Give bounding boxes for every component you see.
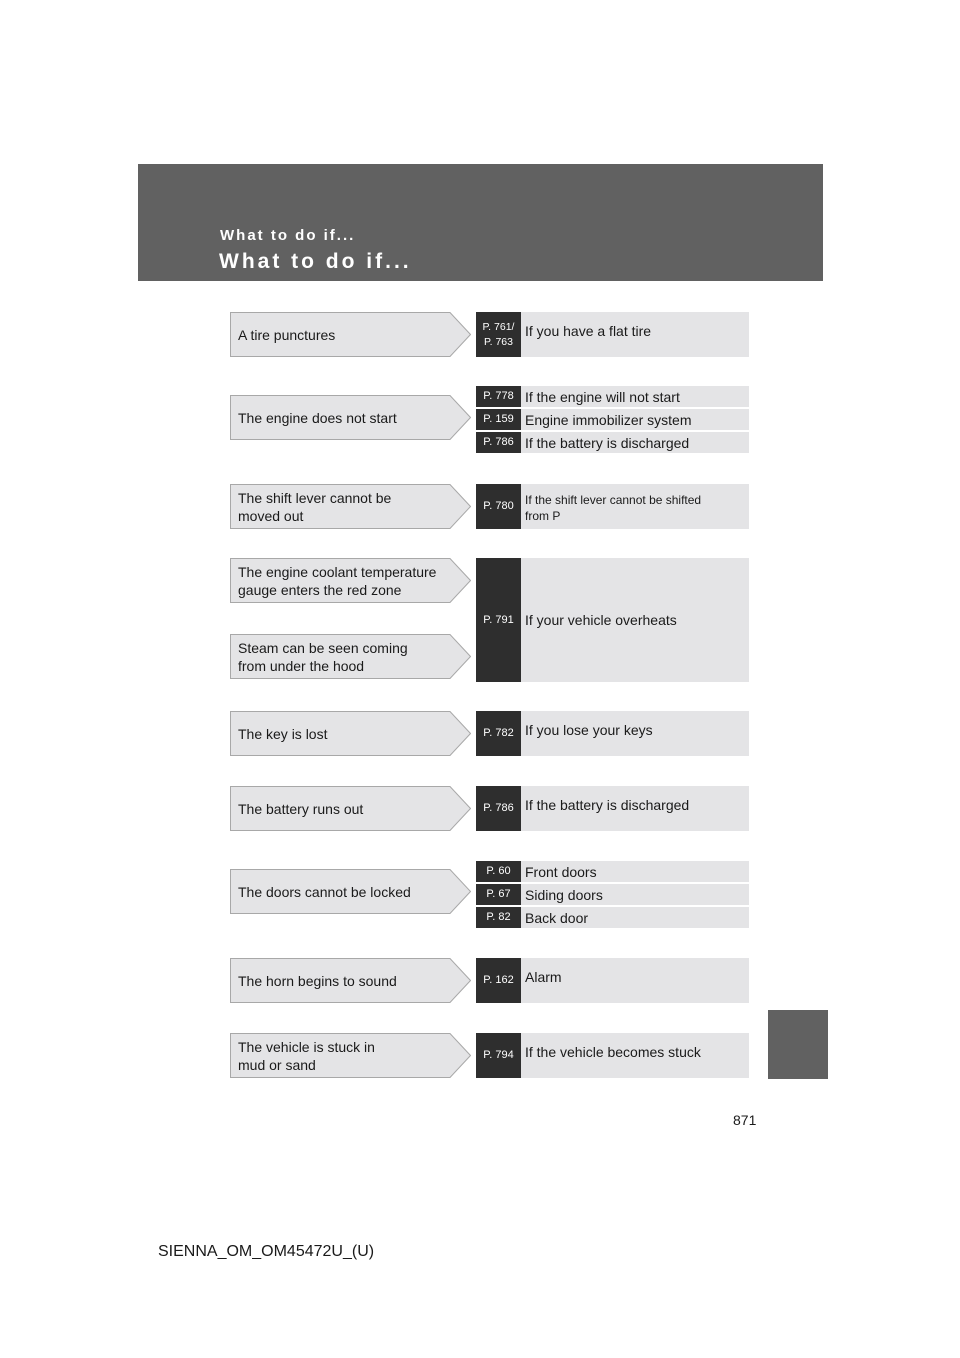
reference-battery-discharged[interactable] xyxy=(476,432,749,453)
page-reference-text: P. 761/ P. 763 xyxy=(482,320,515,348)
page-reference[interactable]: P. 162 xyxy=(476,958,521,1003)
condition-shift-lever xyxy=(230,484,471,529)
condition-coolant-temperature xyxy=(230,558,471,603)
page-reference[interactable]: P. 159 xyxy=(476,409,521,430)
condition-text: The engine coolant temperature gauge enters the red zone xyxy=(238,563,437,598)
page-reference[interactable] xyxy=(476,312,521,357)
condition-text: The horn begins to sound xyxy=(238,972,397,989)
reference-label: Alarm xyxy=(521,958,749,1003)
page-number: 871 xyxy=(733,1112,757,1128)
condition-horn-sounds xyxy=(230,958,471,1003)
reference-label: Siding doors xyxy=(521,884,749,905)
page-reference[interactable]: P. 791 xyxy=(476,558,521,682)
reference-label: If the engine will not start xyxy=(521,386,749,407)
condition-tire-punctures xyxy=(230,312,471,357)
reference-label: If the shift lever cannot be shifted from P xyxy=(521,484,749,529)
reference-label: If your vehicle overheats xyxy=(521,558,749,682)
page-reference[interactable]: P. 786 xyxy=(476,786,521,831)
reference-flat-tire[interactable] xyxy=(476,312,749,357)
condition-engine-not-start xyxy=(230,395,471,440)
condition-text: The doors cannot be locked xyxy=(238,883,411,900)
reference-label: Front doors xyxy=(521,861,749,882)
page-reference[interactable]: P. 794 xyxy=(476,1033,521,1078)
reference-label: If the battery is discharged xyxy=(521,432,749,453)
page-reference[interactable]: P. 82 xyxy=(476,907,521,928)
page-reference[interactable]: P. 778 xyxy=(476,386,521,407)
section-subtitle: What to do if... xyxy=(220,227,356,244)
condition-text: The vehicle is stuck in mud or sand xyxy=(238,1038,375,1073)
reference-engine-immobilizer[interactable] xyxy=(476,409,749,430)
page-reference[interactable]: P. 67 xyxy=(476,884,521,905)
condition-text: The engine does not start xyxy=(238,409,397,426)
reference-battery-discharged-2[interactable] xyxy=(476,786,749,831)
section-header xyxy=(138,164,823,281)
page-reference[interactable]: P. 60 xyxy=(476,861,521,882)
reference-back-door[interactable] xyxy=(476,907,749,928)
reference-engine-will-not-start[interactable] xyxy=(476,386,749,407)
condition-key-lost xyxy=(230,711,471,756)
reference-label: If you have a flat tire xyxy=(521,312,749,357)
page-reference[interactable]: P. 782 xyxy=(476,711,521,756)
section-title: What to do if... xyxy=(219,250,412,273)
condition-doors-cannot-lock xyxy=(230,869,471,914)
reference-shift-lever[interactable] xyxy=(476,484,749,529)
page-reference[interactable]: P. 780 xyxy=(476,484,521,529)
condition-text: The battery runs out xyxy=(238,800,364,817)
condition-text: The shift lever cannot be moved out xyxy=(238,489,392,524)
document-id: SIENNA_OM_OM45472U_(U) xyxy=(158,1243,375,1260)
chapter-tab[interactable] xyxy=(768,1010,828,1079)
condition-text: A tire punctures xyxy=(238,326,336,343)
condition-text: The key is lost xyxy=(238,725,328,742)
condition-vehicle-stuck xyxy=(230,1033,471,1078)
reference-label: If the battery is discharged xyxy=(521,786,749,831)
reference-overheats[interactable] xyxy=(476,558,749,682)
reference-front-doors[interactable] xyxy=(476,861,749,882)
reference-lose-keys[interactable] xyxy=(476,711,749,756)
reference-label: Engine immobilizer system xyxy=(521,409,749,430)
reference-alarm[interactable] xyxy=(476,958,749,1003)
condition-battery-runs-out xyxy=(230,786,471,831)
reference-label: Back door xyxy=(521,907,749,928)
condition-text: Steam can be seen coming from under the hood xyxy=(238,639,408,674)
reference-label: If the vehicle becomes stuck xyxy=(521,1033,749,1078)
reference-label: If you lose your keys xyxy=(521,711,749,756)
condition-steam-under-hood xyxy=(230,634,471,679)
reference-sliding-doors[interactable] xyxy=(476,884,749,905)
page-reference[interactable]: P. 786 xyxy=(476,432,521,453)
reference-vehicle-stuck[interactable] xyxy=(476,1033,749,1078)
